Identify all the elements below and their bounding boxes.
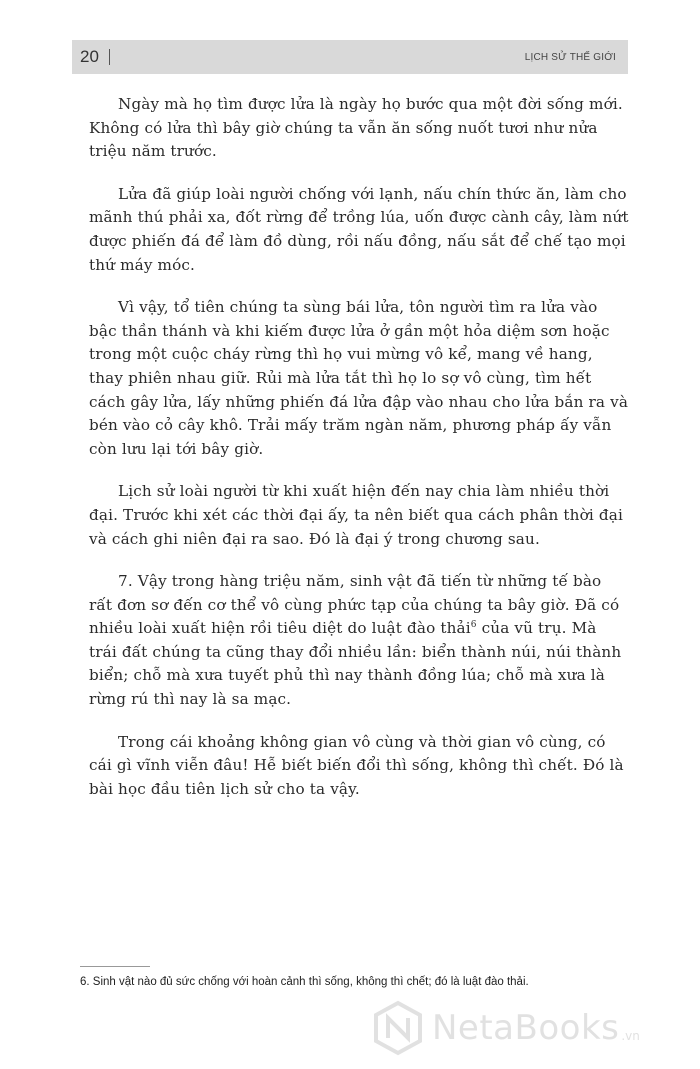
watermark: [370, 1000, 640, 1056]
running-title: LỊCH SỬ THẾ GIỚI: [524, 51, 616, 63]
paragraph-3: Vì vậy, tổ tiên chúng ta sùng bái lửa, tôn người tìm ra lửa vào bậc thần thánh và khi kiếm được lửa ở gần một hỏa diệm sơn hoặc trong một cuộc cháy rừng thì họ vui mừng vô kể, mang về hang, thay phiên nhau giữ. Rủi mà lửa tắt thì họ lo sợ vô cùng, tìm hết cách gây lửa, lấy những phiến đá lửa đập vào nhau cho lửa bắn ra và bén vào cỏ cây khô. Trải mấy trăm ngàn năm, phương pháp ấy vẫn còn lưu lại tới bây giờ.: [89, 298, 629, 458]
footnote-reference: 6: [470, 620, 477, 631]
paragraph-5-text-a: 7. Vậy trong hàng triệu năm, sinh vật đã tiến từ những tế bào rất đơn sơ đến cơ thể vô cùng phức tạp của chúng ta bây giờ. Đã có nhiều loài xuất hiện rồi tiêu diệt do luật đào thải: [89, 572, 620, 638]
paragraph-4: Lịch sử loài người từ khi xuất hiện đến nay chia làm nhiều thời đại. Trước khi xét các thời đại ấy, ta nên biết qua cách phân thời đại và cách ghi niên đại ra sao. Đó là đại ý trong chương sau.: [89, 482, 623, 548]
page-number-group: [80, 47, 110, 67]
header-divider: [109, 49, 110, 65]
paragraph-1: Ngày mà họ tìm được lửa là ngày họ bước qua một đời sống mới. Không có lửa thì bây giờ chúng ta vẫn ăn sống nuốt tươi như nửa triệu năm trước.: [89, 95, 623, 161]
netabooks-logo-icon: [370, 1000, 426, 1056]
paragraph-5: [89, 570, 629, 712]
footnote: 6. Sinh vật nào đủ sức chống với hoàn cảnh thì sống, không thì chết; đó là luật đào thải.: [80, 976, 529, 988]
paragraph-5-text-b: của vũ trụ. Mà trái đất chúng ta cũng thay đổi nhiều lần: biển thành núi, núi thành biển; chỗ mà xưa tuyết phủ thì nay thành đồng lúa; chỗ mà xưa là rừng rú thì nay là sa mạc.: [89, 619, 622, 709]
paragraph-6: Trong cái khoảng không gian vô cùng và thời gian vô cùng, có cái gì vĩnh viễn đâu! Hễ biết biến đổi thì sống, không thì chết. Đó là bài học đầu tiên lịch sử cho ta vậy.: [89, 732, 624, 798]
paragraph-2: Lửa đã giúp loài người chống với lạnh, nấu chín thức ăn, làm cho mãnh thú phải xa, đốt rừng để trồng lúa, uốn được cành cây, làm nứt được phiến đá để làm đồ dùng, rồi nấu đồng, nấu sắt để chế tạo mọi thứ máy móc.: [89, 184, 629, 274]
page-number: 20: [80, 47, 99, 66]
footnote-rule: [80, 966, 150, 967]
watermark-text: NetaBooks: [432, 1008, 620, 1048]
page-header: [72, 40, 628, 74]
watermark-suffix: .vn: [621, 1029, 640, 1043]
body-text: [89, 93, 629, 820]
